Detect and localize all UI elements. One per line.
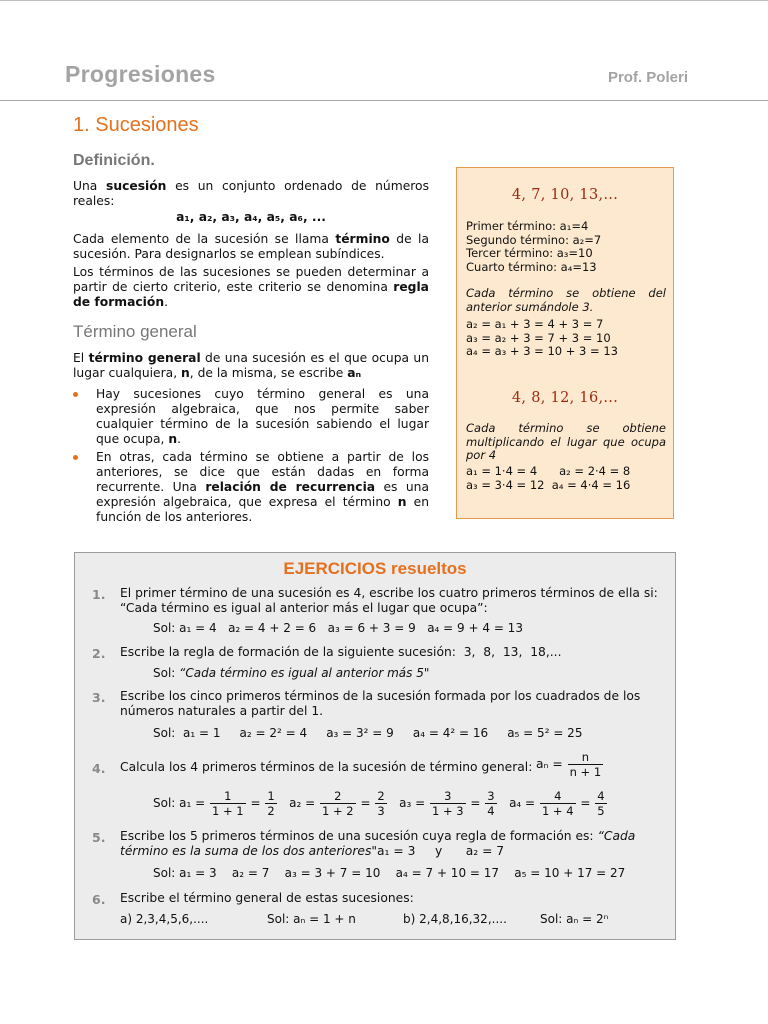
exercise-number: 3. [92, 690, 106, 705]
exercise-text: Escribe el término general de estas sucesiones: [120, 891, 414, 905]
calc-line: a₃ = 3·4 = 12 a₄ = 4·4 = 16 [466, 477, 631, 492]
bullet-item-explicit: Hay sucesiones cuyo término general es una expresión algebraica, que nos permite saber cualquier término de la sucesión sabiendo el lugar que ocupa, n. [73, 387, 429, 447]
exercise-text: Escribe los cinco primeros términos de la sucesión formada por los cuadrados de los números naturales a partir del 1. [120, 689, 641, 718]
exercise-solution: Sol: a₁ = $\frac{1}{1 + 1}$ = $\frac{1}{2}$ a₂ = $\frac{2}{1 + 2}$ = $\frac{2}{3}$ a₃ = $\frac{3}{1 + 3}$ = $\frac{3}{4}$ a₄ = $\frac{4}{1 + 4}$ = $\frac{4}{5}$ [153, 789, 605, 818]
page-title: Progresiones [65, 61, 216, 87]
exercise-6b: b) 2,4,8,16,32,.... [403, 912, 507, 926]
exercises-title: EJERCICIOS resueltos [283, 559, 467, 578]
exercise-number: 4. [92, 761, 106, 776]
exercise-solution: Sol: a₁ = 1 a₂ = 2² = 4 a₃ = 3² = 9 a₄ = 4² = 16 a₅ = 5² = 25 [153, 726, 583, 740]
exercise-solution: Sol: a₁ = 3 a₂ = 7 a₃ = 3 + 7 = 10 a₄ = 7 + 10 = 17 a₅ = 10 + 17 = 27 [153, 866, 626, 880]
term-line: Primer término: a₁=4 [466, 219, 589, 233]
definicion-heading: Definición. [73, 152, 155, 169]
exercise-6a-solution: Sol: aₙ = 1 + n [267, 912, 356, 926]
definition-paragraph-2: Cada elemento de la sucesión se llama término de la sucesión. Para designarlos se emplean subíndices. [73, 232, 429, 261]
example-box [456, 167, 674, 519]
termino-general-heading: Término general [73, 322, 197, 341]
exercise-solution: Sol: a₁ = 4 a₂ = 4 + 2 = 6 a₃ = 6 + 3 = 9 a₄ = 9 + 4 = 13 [153, 621, 523, 635]
calc-line: a₃ = a₂ + 3 = 7 + 3 = 10 [466, 330, 611, 345]
bullet-dot-icon [73, 392, 78, 397]
term-line: Cuarto término: a₄=13 [466, 259, 597, 274]
exercise-number: 2. [92, 646, 106, 661]
calc-line: a₂ = a₁ + 3 = 4 + 3 = 7 [466, 317, 604, 331]
example-sequence-2: 4, 8, 12, 16,... [511, 390, 619, 406]
bullet-dot-icon [73, 455, 78, 460]
top-rule [0, 0, 768, 1]
term-line: Segundo término: a₂=7 [466, 232, 602, 247]
example-sequence-1: 4, 7, 10, 13,... [511, 187, 619, 203]
exercise-solution: Sol: “Cada término es igual al anterior más 5" [153, 666, 430, 680]
exercise-text: Escribe la regla de formación de la siguiente sucesión: 3, 8, 13, 18,... [120, 645, 562, 659]
exercises-box [74, 552, 676, 940]
exercise-text: El primer término de una sucesión es 4, escribe los cuatro primeros términos de ella si: “Cada término es igual al anterior más el lugar que ocupa”: [120, 586, 658, 615]
term-line: Tercer término: a₃=10 [466, 246, 593, 260]
calc-line: a₁ = 1·4 = 4 a₂ = 2·4 = 8 [466, 464, 631, 478]
bullet-item-recurrence: En otras, cada término se obtiene a partir de los anteriores, se dice que están dadas en forma recurrente. Una relación de recurrencia es una expresión algebraica, que expresa el término n en función de los anteriores. [73, 450, 429, 525]
exercise-number: 5. [92, 830, 106, 845]
calc-line: a₄ = a₃ + 3 = 10 + 3 = 13 [466, 344, 618, 358]
general-term-formula: aₙ = $\frac{n}{n + 1}$ [536, 750, 602, 779]
exercise-6b-solution: Sol: aₙ = 2ⁿ [540, 912, 609, 926]
page-header [0, 58, 768, 101]
definition-paragraph-1: Una sucesión es un conjunto ordenado de números reales: [73, 179, 429, 208]
author-name: Prof. Poleri [607, 69, 688, 86]
exercise-text: Escribe los 5 primeros términos de una sucesión cuya regla de formación es: “Cada término es la suma de los dos anteriores"a₁ = 3 y a₂ = 7 [120, 829, 636, 858]
definition-sequence: a₁, a₂, a₃, a₄, a₅, a₆, ... [176, 210, 326, 224]
example-rule-2: Cada término se obtiene multiplicando el lugar que ocupa por 4 [466, 421, 666, 462]
termino-general-paragraph: El término general de una sucesión es el que ocupa un lugar cualquiera, n, de la misma, se escribe aₙ [73, 351, 430, 380]
section-title: 1. Sucesiones [73, 114, 199, 136]
exercise-text: Calcula los 4 primeros términos de la sucesión de término general: aₙ = $\frac{n}{n + 1}$ [120, 760, 660, 775]
exercise-number: 1. [92, 587, 106, 602]
example-rule-1: Cada término se obtiene del anterior sumándole 3. [466, 286, 666, 314]
exercise-6a: a) 2,3,4,5,6,.... [120, 912, 209, 926]
definition-paragraph-3: Los términos de las sucesiones se pueden determinar a partir de cierto criterio, este criterio se denomina regla de formación. [73, 265, 429, 309]
exercise-number: 6. [92, 892, 106, 907]
